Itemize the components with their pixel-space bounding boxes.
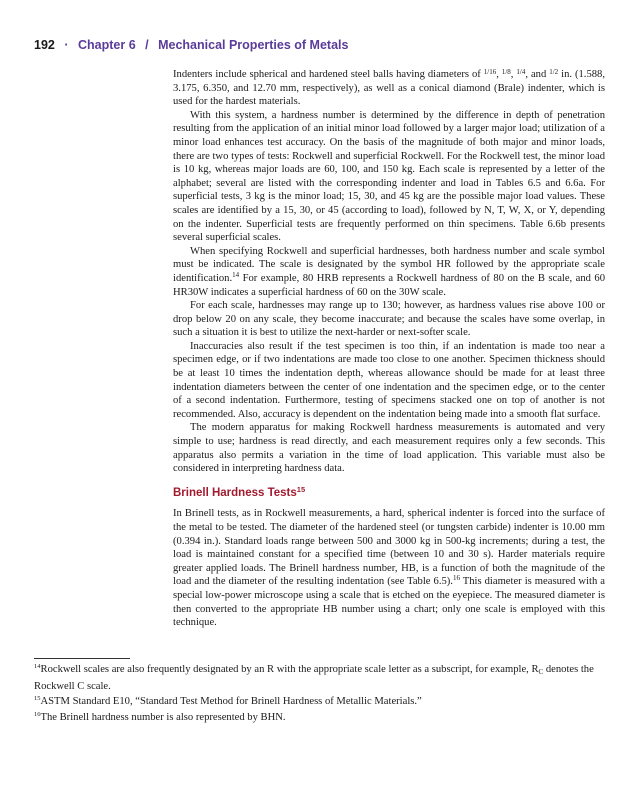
body-text bbox=[173, 66, 605, 630]
section-heading-brinell: Brinell Hardness Tests$^{15}$ bbox=[173, 484, 306, 499]
section-title: Mechanical Properties of Metals bbox=[158, 38, 349, 52]
footnote-ref[interactable]: 16 bbox=[452, 574, 460, 583]
paragraph-inaccuracies: Inaccuracies also result if the test specimen is too thin, if an indentation is made too near a specimen edge, or if two indentations are made too close to one another. Specimen thickness should be at least 10 times the indentation depth, whereas allowance should be made for at least three indentation diameters between the center of one indentation and the specimen edge, or to the center of a second indentation. Furthermore, testing of specimens stacked one on top of another is not recommended. Also, accuracy is dependent on the indentation being made into a smooth flat surface. bbox=[173, 340, 605, 420]
footnote-15: $^{15}$ASTM Standard E10, “Standard Test Method for Brinell Hardness of Metallic Materials.” bbox=[34, 695, 422, 708]
footnote-ref[interactable]: 15 bbox=[296, 484, 306, 494]
header-separator: / bbox=[145, 38, 149, 52]
footnote-ref[interactable]: 14 bbox=[232, 270, 240, 279]
paragraph-indenters: Indenters include spherical and hardened steel balls having diameters of $^{1/16}$, $^{1/8}$, $^{1/4}$, and $^{1/2}$ in. (1.588, 3.175, 6.350, and 12.70 mm, respectively), as well as a conical diamond (Brale) indenter, which is used for the hardest materials. bbox=[173, 68, 605, 108]
running-header bbox=[34, 38, 604, 58]
page-number: 192 bbox=[34, 38, 55, 52]
fraction: 1/2 bbox=[549, 68, 559, 76]
fraction: 1/4 bbox=[516, 68, 526, 76]
paragraph-brinell: In Brinell tests, as in Rockwell measurements, a hard, spherical indenter is forced into the surface of the metal to be tested. The diameter of the hardened steel (or tungsten carbide) indenter is 10.00 mm (0.394 in.). Standard loads range between 500 and 3000 kg in 500-kg increments; during a test, the load is maintained constant for a specified time (between 10 and 30 s). Harder materials require greater applied loads. The Brinell hardness number, HB, is a function of both the magnitude of the load and the diameter of the resulting indentation (see Table 6.5).$^{16}$ This diameter is measured with a special low-power microscope using a scale that is etched on the eyepiece. The measured diameter is then converted to the appropriate HB number using a chart; only one scale is employed with this technique. bbox=[173, 508, 605, 629]
footnote-14: $^{14}$Rockwell scales are also frequently designated by an R with the appropriate scale letter as a subscript, for example, $R_C$ denotes the Rockwell C scale. bbox=[34, 663, 594, 692]
paragraph-rockwell-system: With this system, a hardness number is determined by the difference in depth of penetration resulting from the application of an initial minor load followed by a larger major load; utilization of a minor load enhances test accuracy. On the basis of the magnitude of both major and minor loads, there are two types of tests: Rockwell and superficial Rockwell. For the Rockwell test, the minor load is 10 kg, whereas major loads are 60, 100, and 150 kg. Each scale is represented by a letter of the alphabet; several are listed with the corresponding indenter and load in Tables 6.5 and 6.6a. For superficial tests, 3 kg is the minor load; 15, 30, and 45 kg are the possible major load values. These scales are identified by a 15, 30, or 45 (according to load), followed by N, T, W, X, or Y, depending on the indenter. Superficial tests are frequently performed on thin specimens. Table 6.6b presents several superficial scales. bbox=[173, 109, 605, 244]
footnote-divider bbox=[34, 658, 130, 659]
footnotes bbox=[34, 663, 606, 726]
fraction: 1/16 bbox=[483, 68, 497, 76]
header-bullet: · bbox=[64, 38, 69, 52]
fraction: 1/8 bbox=[501, 68, 511, 76]
chapter-label: Chapter 6 bbox=[78, 38, 136, 52]
footnote-16: $^{16}$The Brinell hardness number is also represented by BHN. bbox=[34, 710, 286, 723]
paragraph-scale-symbol: When specifying Rockwell and superficial hardnesses, both hardness number and scale symbol must be indicated. The scale is designated by the symbol HR followed by the appropriate scale identification.$^{14}$ For example, 80 HRB represents a Rockwell hardness of 80 on the B scale, and 60 HR30W indicates a superficial hardness of 60 on the 30W scale. bbox=[173, 245, 605, 298]
paragraph-modern-apparatus: The modern apparatus for making Rockwell hardness measurements is automated and very simple to use; hardness is read directly, and each measurement requires only a few seconds. This apparatus also permits a variation in the time of load application. This variable must also be considered in interpreting hardness data. bbox=[173, 422, 605, 475]
paragraph-hardness-range: For each scale, hardnesses may range up to 130; however, as hardness values rise above 100 or drop below 20 on any scale, they become inaccurate; and because the scales have some overlap, in such a situation it is best to utilize the next-harder or next-softer scale. bbox=[173, 300, 605, 339]
